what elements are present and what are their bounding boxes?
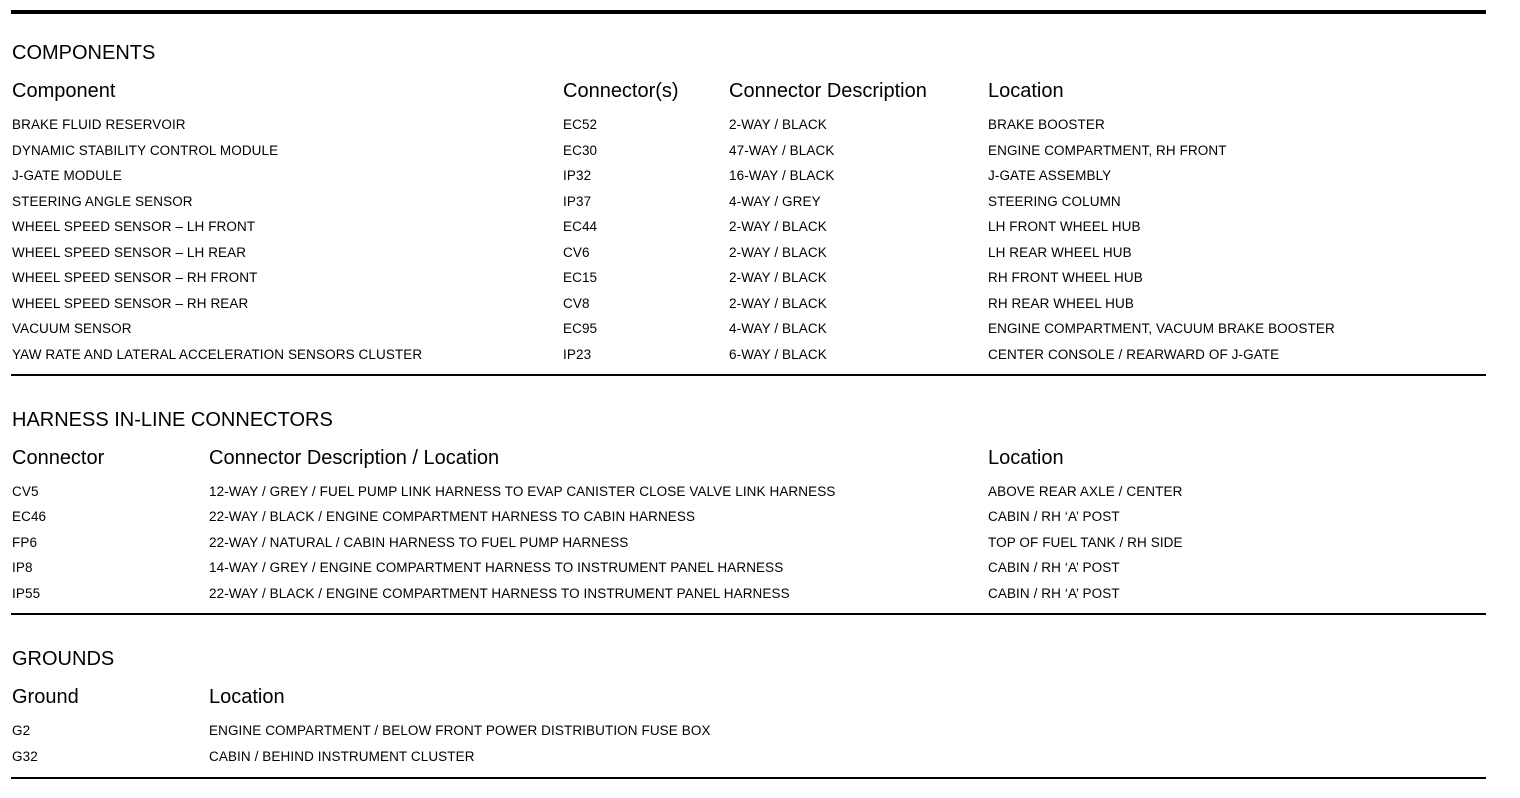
harness-table-row-cell: CABIN / RH ‘A’ POST [988,509,1120,525]
components-section-title: COMPONENTS [12,42,156,64]
grounds-header-ground: Ground [12,686,79,708]
components-table-row-cell: 2-WAY / BLACK [729,244,827,260]
harness-table-row-cell: 22-WAY / NATURAL / CABIN HARNESS TO FUEL PUMP HARNESS [209,534,629,550]
harness-section-title: HARNESS IN-LINE CONNECTORS [12,409,333,431]
components-table-row-cell: WHEEL SPEED SENSOR – RH REAR [12,295,249,311]
components-table-row-cell: 4-WAY / BLACK [729,321,827,336]
components-table-row-cell: IP32 [563,168,592,183]
components-table-row [0,321,1500,346]
harness-table-row-cell: 22-WAY / BLACK / ENGINE COMPARTMENT HARNESS TO CABIN HARNESS [209,509,696,525]
components-table-row-cell: WHEEL SPEED SENSOR – LH FRONT [12,219,256,234]
harness-table-row-cell: 14-WAY / GREY / ENGINE COMPARTMENT HARNESS TO INSTRUMENT PANEL HARNESS [209,560,784,576]
components-table-row-cell: CV6 [563,244,590,260]
harness-table-row-cell: EC46 [12,509,47,525]
harness-table-row-cell: CV5 [12,484,39,499]
components-header-connectors: Connector(s) [563,80,679,102]
components-table-row-cell: WHEEL SPEED SENSOR – LH REAR [12,244,247,260]
components-table-row [0,270,1500,295]
components-table-row-cell: CENTER CONSOLE / REARWARD OF J-GATE [988,346,1280,362]
components-table-row-cell: DYNAMIC STABILITY CONTROL MODULE [12,142,279,158]
components-table-row-cell: EC52 [563,117,598,132]
components-header-connector-description: Connector Description [729,80,927,102]
components-table-row-cell: 47-WAY / BLACK [729,142,835,158]
components-table-row [0,168,1500,193]
grounds-section-title: GROUNDS [12,648,115,670]
components-header-location: Location [988,80,1064,102]
components-table-row-cell: 2-WAY / BLACK [729,295,827,311]
grounds-table-row-cell: G2 [12,723,31,738]
components-table-row [0,347,1500,372]
harness-table-row [0,560,1500,585]
harness-header-location: Location [988,447,1064,469]
harness-header-connector: Connector [12,447,105,469]
harness-table-row-cell: IP55 [12,585,41,601]
components-bottom-rule [11,374,1486,376]
components-table-row [0,245,1500,270]
components-table-row-cell: EC15 [563,270,598,285]
components-header-component: Component [12,80,116,102]
harness-table-row-cell: TOP OF FUEL TANK / RH SIDE [988,534,1183,550]
harness-bottom-rule [11,613,1486,615]
components-table-row [0,296,1500,321]
harness-table-row-cell: ABOVE REAR AXLE / CENTER [988,484,1183,499]
components-table-row-cell: J-GATE MODULE [12,168,122,183]
components-table-row-cell: RH FRONT WHEEL HUB [988,270,1143,285]
harness-table-row-cell: 22-WAY / BLACK / ENGINE COMPARTMENT HARNESS TO INSTRUMENT PANEL HARNESS [209,585,790,601]
components-table-row-cell: BRAKE BOOSTER [988,117,1105,132]
components-table-row-cell: RH REAR WHEEL HUB [988,295,1134,311]
components-table-row-cell: IP37 [563,193,592,209]
harness-table-row-cell: IP8 [12,560,33,576]
grounds-table-row-cell: ENGINE COMPARTMENT / BELOW FRONT POWER DISTRIBUTION FUSE BOX [209,723,711,738]
components-table-row-cell: J-GATE ASSEMBLY [988,168,1112,183]
components-table-row-cell: EC44 [563,219,598,234]
components-table-row-cell: 2-WAY / BLACK [729,219,827,234]
components-table-row-cell: CV8 [563,295,590,311]
components-table-row-cell: WHEEL SPEED SENSOR – RH FRONT [12,270,258,285]
grounds-table-row [0,749,1500,774]
grounds-table-row [0,723,1500,748]
components-table-row [0,143,1500,168]
components-table-row [0,117,1500,142]
components-table-row-cell: BRAKE FLUID RESERVOIR [12,117,186,132]
components-table-row-cell: IP23 [563,346,592,362]
components-table-row-cell: 2-WAY / BLACK [729,270,827,285]
harness-table-row-cell: 12-WAY / GREY / FUEL PUMP LINK HARNESS TO EVAP CANISTER CLOSE VALVE LINK HARNESS [209,484,836,499]
harness-table-row [0,586,1500,611]
grounds-header-location: Location [209,686,285,708]
harness-table-row [0,509,1500,534]
components-table-row [0,194,1500,219]
components-table-row-cell: 2-WAY / BLACK [729,117,827,132]
components-table-row-cell: ENGINE COMPARTMENT, RH FRONT [988,142,1227,158]
harness-table-row [0,535,1500,560]
harness-table-row-cell: CABIN / RH ‘A’ POST [988,585,1120,601]
grounds-table-row-cell: CABIN / BEHIND INSTRUMENT CLUSTER [209,748,475,764]
components-table-row-cell: 4-WAY / GREY [729,193,821,209]
components-table-row-cell: LH FRONT WHEEL HUB [988,219,1141,234]
components-table-row [0,219,1500,244]
components-table-row-cell: YAW RATE AND LATERAL ACCELERATION SENSORS CLUSTER [12,346,423,362]
components-table-row-cell: 6-WAY / BLACK [729,346,827,362]
grounds-bottom-rule [11,777,1486,779]
top-rule [11,10,1486,14]
components-table-row-cell: EC95 [563,321,598,336]
components-table-row-cell: 16-WAY / BLACK [729,168,835,183]
harness-table-row-cell: FP6 [12,534,38,550]
components-table-row-cell: STEERING COLUMN [988,193,1121,209]
harness-table-row-cell: CABIN / RH ‘A’ POST [988,560,1120,576]
components-table-row-cell: VACUUM SENSOR [12,321,132,336]
harness-header-description-location: Connector Description / Location [209,447,500,469]
components-table-row-cell: LH REAR WHEEL HUB [988,244,1132,260]
components-table-row-cell: EC30 [563,142,598,158]
components-table-row-cell: STEERING ANGLE SENSOR [12,193,193,209]
components-table-row-cell: ENGINE COMPARTMENT, VACUUM BRAKE BOOSTER [988,321,1335,336]
harness-table-row [0,484,1500,509]
grounds-table-row-cell: G32 [12,748,38,764]
